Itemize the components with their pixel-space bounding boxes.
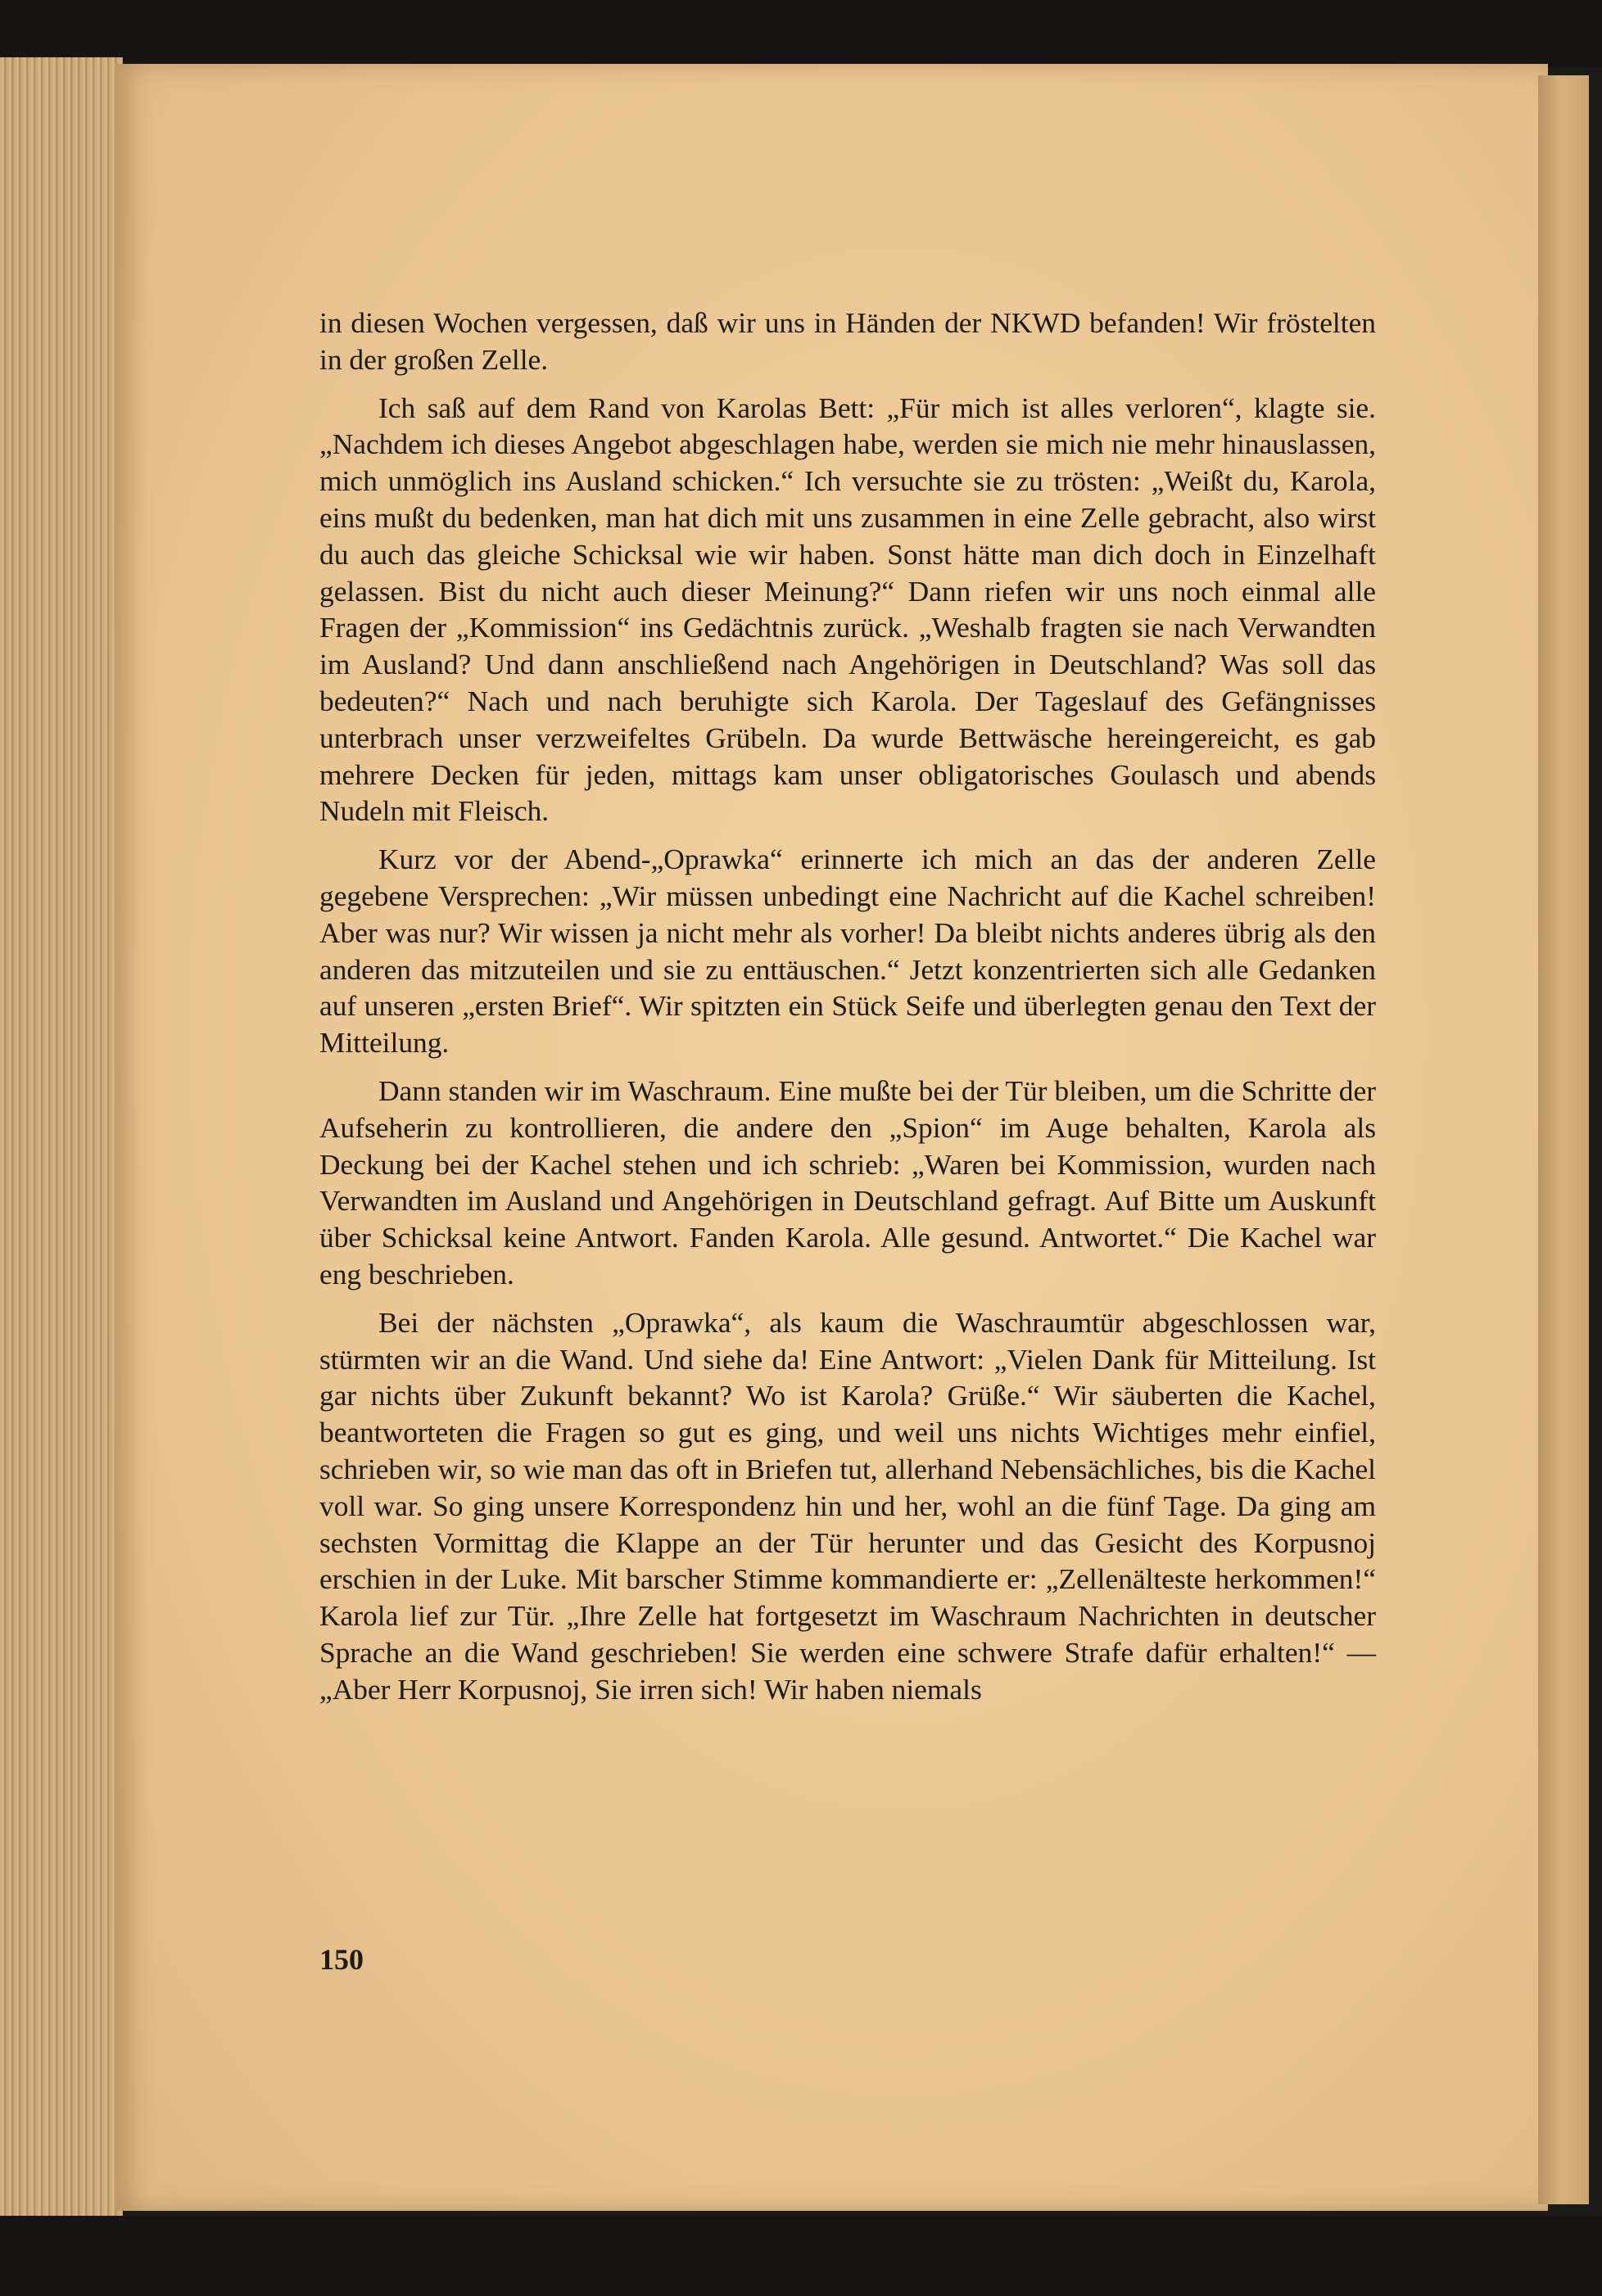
facing-page-edge xyxy=(1538,75,1589,2204)
scan-background-bottom xyxy=(0,2216,1602,2296)
page-stack-edge xyxy=(0,57,123,2219)
paragraph-2: Ich saß auf dem Rand von Karolas Bett: „Für mich ist alles verloren“, klagte sie. „Nachdem ich dieses Angebot abgeschlagen habe, werden sie mich nie mehr hinauslassen, mich unmöglich ins Ausland schicken.“ Ich versuchte sie zu trösten: „Weißt du, Karola, eins mußt du bedenken, man hat dich mit uns zusammen in eine Zelle gebracht, also wirst du auch das gleiche Schicksal wie wir haben. Sonst hätte man dich doch in Einzelhaft gelassen. Bist du nicht auch dieser Meinung?“ Dann riefen wir uns noch einmal alle Fragen der „Kommission“ ins Gedächtnis zurück. „Weshalb fragten sie nach Verwandten im Ausland? Und dann anschließend nach Angehörigen in Deutschland? Was soll das bedeuten?“ Nach und nach beruhigte sich Karola. Der Tageslauf des Gefängnisses unterbrach unser verzweifeltes Grübeln. Da wurde Bettwäsche hereingereicht, es gab mehrere Decken für jeden, mittags kam unser obligatorisches Goulasch und abends Nudeln mit Fleisch. xyxy=(319,391,1376,828)
paragraph-3: Kurz vor der Abend-„Oprawka“ erinnerte ich mich an das der anderen Zelle gegebene Versprechen: „Wir müssen unbedingt eine Nachricht auf die Kachel schreiben! Aber was nur? Wir wissen ja nicht mehr als vorher! Da bleibt nichts anderes übrig als den anderen das mitzuteilen und sie zu enttäuschen.“ Jetzt konzentrierten sich alle Gedanken auf unseren „ersten Brief“. Wir spitzten ein Stück Seife und überlegten genau den Text der Mitteilung. xyxy=(319,843,1376,1060)
paragraph-1: in diesen Wochen vergessen, daß wir uns in Händen der NKWD befanden! Wir fröstelten in der großen Zelle. xyxy=(319,306,1376,376)
page-number: 150 xyxy=(319,1943,364,1976)
paragraph-5: Bei der nächsten „Oprawka“, als kaum die Waschraumtür abgeschlossen war, stürmten wir an die Wand. Und siehe da! Eine Antwort: „Vielen Dank für Mitteilung. Ist gar nichts über Zukunft bekannt? Wo ist Karola? Grüße.“ Wir säuberten die Kachel, beantworteten die Fragen so gut es ging, und weil uns nichts Wichtiges mehr einfiel, schrieben wir, so wie man das oft in Briefen tut, allerhand Nebensächliches, bis die Kachel voll war. So ging unsere Korrespondenz hin und her, wohl an die fünf Tage. Da ging am sechsten Vormittag die Klappe an der Tür herunter und das Gesicht des Korpusnoj erschien in der Luke. Mit barscher Stimme kommandierte er: „Zellenälteste herkommen!“ Karola lief zur Tür. „Ihre Zelle hat fortgesetzt im Waschraum Nachrichten in deutscher Sprache an die Wand geschrieben! Sie werden eine schwere Strafe dafür erhalten!“ — „Aber Herr Korpusnoj, Sie irren sich! Wir haben niemals xyxy=(319,1305,1376,1706)
body-text xyxy=(319,305,1376,1719)
scan-background-top xyxy=(0,0,1602,67)
paragraph-4: Dann standen wir im Waschraum. Eine mußte bei der Tür bleiben, um die Schritte der Aufseherin zu kontrollieren, die andere den „Spion“ im Auge behalten, Karola als Deckung bei der Kachel stehen und ich schrieb: „Waren bei Kommission, wurden nach Verwandten im Ausland und Angehörigen in Deutschland gefragt. Auf Bitte um Auskunft über Schicksal keine Antwort. Fanden Karola. Alle gesund. Antwortet.“ Die Kachel war eng beschrieben. xyxy=(319,1073,1376,1290)
